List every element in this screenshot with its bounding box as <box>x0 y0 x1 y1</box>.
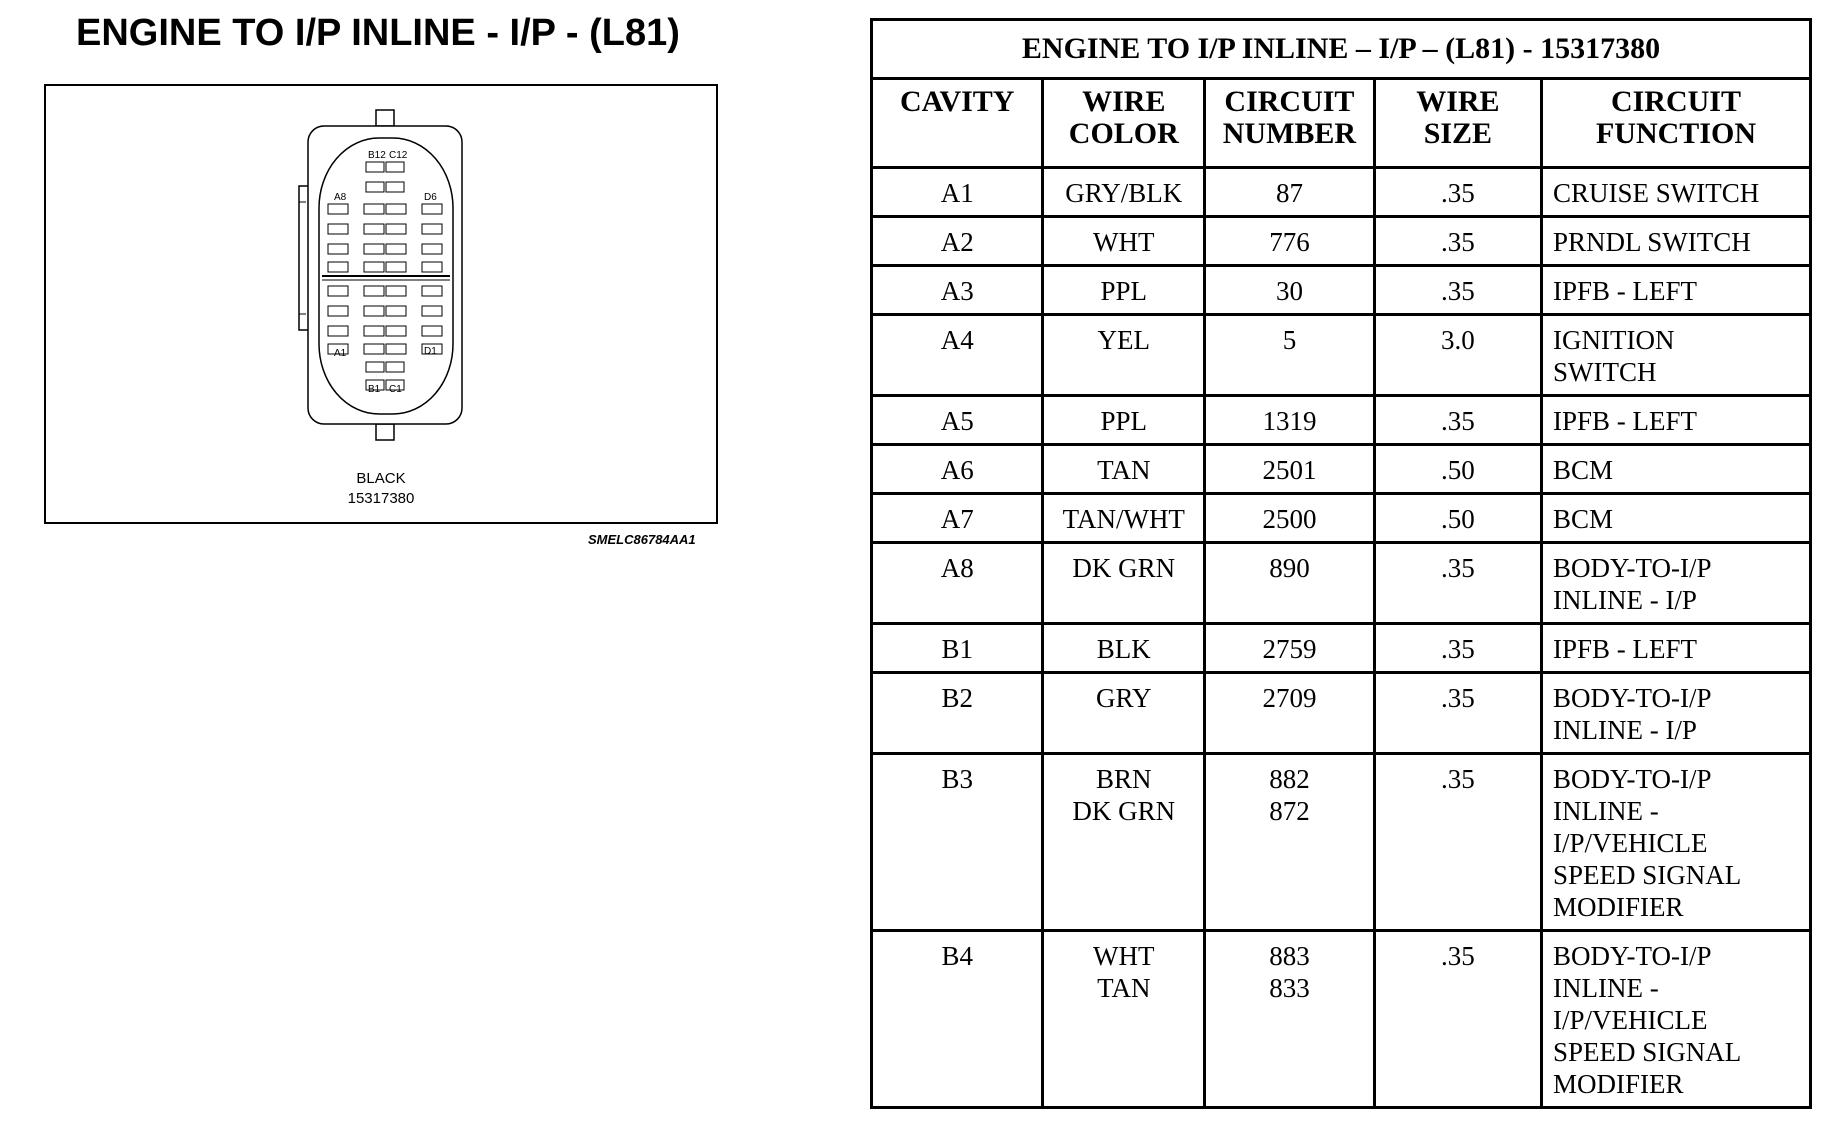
diagram-title: ENGINE TO I/P INLINE - I/P - (L81) <box>76 12 680 54</box>
circuit-number-cell-line: 890 <box>1269 553 1310 583</box>
pin-label-c12: C12 <box>389 150 408 161</box>
cavity-cell: A4 <box>872 315 1043 396</box>
wire-color-cell-line: TAN <box>1097 973 1151 1003</box>
wire-color-cell-line: WHT <box>1093 941 1155 971</box>
connector-cavity <box>366 362 384 372</box>
wire-color-cell <box>1043 315 1205 396</box>
connector-cavity <box>422 262 442 272</box>
circuit-function-cell <box>1541 315 1810 396</box>
wire-color-cell <box>1043 931 1205 1108</box>
circuit-function-cell <box>1541 445 1810 494</box>
table-row <box>872 931 1811 1108</box>
wire-color-cell-line: TAN <box>1097 455 1151 485</box>
wire-size-cell: .35 <box>1374 673 1541 754</box>
wire-color-cell-line: PPL <box>1100 406 1148 436</box>
wire-color-cell <box>1043 266 1205 315</box>
circuit-function-cell-line: BODY-TO-I/P <box>1552 941 1712 971</box>
circuit-function-cell <box>1541 543 1810 624</box>
cavity-cell: B2 <box>872 673 1043 754</box>
wire-color-cell-line: WHT <box>1093 227 1155 257</box>
pin-label-d6: D6 <box>424 192 437 203</box>
cavity-cell: B4 <box>872 931 1043 1108</box>
pin-label-b1: B1 <box>368 384 381 395</box>
wire-size-cell: .35 <box>1374 396 1541 445</box>
circuit-function-cell <box>1541 673 1810 754</box>
cavity-cell: A5 <box>872 396 1043 445</box>
wire-size-cell: .35 <box>1374 266 1541 315</box>
circuit-function-cell-line: SPEED SIGNAL <box>1552 860 1742 890</box>
circuit-number-cell <box>1205 673 1375 754</box>
header-line: FUNCTION <box>1595 117 1756 150</box>
wire-color-cell <box>1043 445 1205 494</box>
table-row <box>872 445 1811 494</box>
wire-size-cell: .35 <box>1374 624 1541 673</box>
connector-cavity <box>422 326 442 336</box>
cavity-cell: B1 <box>872 624 1043 673</box>
circuit-number-cell <box>1205 543 1375 624</box>
circuit-function-cell <box>1541 168 1810 217</box>
circuit-number-cell <box>1205 754 1375 931</box>
wire-color-cell <box>1043 494 1205 543</box>
circuit-function-cell-line: BCM <box>1552 504 1614 534</box>
circuit-number-cell-line: 776 <box>1269 227 1310 257</box>
header-line: WIRE <box>1082 85 1166 118</box>
connector-cavity <box>364 244 384 254</box>
connector-cavity <box>386 244 406 254</box>
circuit-function-cell-line: INLINE - <box>1552 973 1659 1003</box>
header-line: CIRCUIT <box>1224 85 1355 118</box>
circuit-function-cell-line: IPFB - LEFT <box>1552 634 1698 664</box>
connector-color: BLACK <box>356 470 406 487</box>
pin-label-b12: B12 <box>368 150 386 161</box>
connector-cavity <box>386 162 404 172</box>
figure-reference: SMELC86784AA1 <box>588 532 696 547</box>
header-wire-color <box>1043 79 1205 168</box>
circuit-number-cell <box>1205 931 1375 1108</box>
circuit-number-cell-line: 87 <box>1275 178 1303 208</box>
header-line: WIRE <box>1416 85 1500 118</box>
circuit-function-cell-line: IPFB - LEFT <box>1552 276 1698 306</box>
table-row <box>872 494 1811 543</box>
connector-cavity <box>328 262 348 272</box>
table-row <box>872 315 1811 396</box>
wire-color-cell <box>1043 168 1205 217</box>
connector-cavity <box>328 244 348 254</box>
header-line: CIRCUIT <box>1610 85 1741 118</box>
table-body <box>872 168 1811 1108</box>
connector-cavity <box>366 162 384 172</box>
circuit-number-cell-line: 2759 <box>1262 634 1317 664</box>
circuit-number-cell-line: 872 <box>1269 796 1310 826</box>
table-row <box>872 266 1811 315</box>
wire-size-cell: .50 <box>1374 494 1541 543</box>
cavity-cell: A2 <box>872 217 1043 266</box>
connector-cavity <box>386 306 406 316</box>
connector-part-number: 15317380 <box>347 490 415 507</box>
wire-color-cell <box>1043 673 1205 754</box>
circuit-function-cell <box>1541 494 1810 543</box>
circuit-function-cell-line: SPEED SIGNAL <box>1552 1037 1742 1067</box>
connector-cavity <box>422 224 442 234</box>
circuit-function-cell <box>1541 624 1810 673</box>
header-cavity <box>872 79 1043 168</box>
header-circuit-function <box>1541 79 1810 168</box>
circuit-function-cell-line: MODIFIER <box>1552 1069 1684 1099</box>
cavity-cell: A6 <box>872 445 1043 494</box>
cavity-cell: A7 <box>872 494 1043 543</box>
header-line: COLOR <box>1068 117 1179 150</box>
wire-color-cell-line: GRY/BLK <box>1065 178 1183 208</box>
circuit-function-cell-line: INLINE - I/P <box>1552 585 1697 615</box>
circuit-number-cell <box>1205 624 1375 673</box>
circuit-number-cell-line: 2501 <box>1262 455 1317 485</box>
circuit-number-cell <box>1205 217 1375 266</box>
table-header-row <box>872 79 1811 168</box>
table-row <box>872 624 1811 673</box>
header-wire-size <box>1374 79 1541 168</box>
circuit-function-cell-line: IGNITION <box>1552 325 1675 355</box>
circuit-number-cell-line: 2709 <box>1262 683 1317 713</box>
wire-size-cell: .35 <box>1374 931 1541 1108</box>
circuit-function-cell-line: BODY-TO-I/P <box>1552 553 1712 583</box>
connector-cavity <box>422 286 442 296</box>
connector-cavity <box>328 224 348 234</box>
table-row <box>872 543 1811 624</box>
circuit-function-cell-line: I/P/VEHICLE <box>1552 1005 1708 1035</box>
wire-color-cell <box>1043 543 1205 624</box>
cavity-cell: A8 <box>872 543 1043 624</box>
wire-size-cell: 3.0 <box>1374 315 1541 396</box>
circuit-function-cell <box>1541 754 1810 931</box>
table-title: ENGINE TO I/P INLINE – I/P – (L81) - 15317380 <box>872 20 1811 79</box>
connector-cavity <box>386 326 406 336</box>
pin-label-a1: A1 <box>334 348 347 359</box>
header-line: NUMBER <box>1222 117 1357 150</box>
table-row <box>872 754 1811 931</box>
connector-cavity <box>366 182 384 192</box>
circuit-function-cell-line: BCM <box>1552 455 1614 485</box>
wire-size-cell: .35 <box>1374 217 1541 266</box>
table-row <box>872 673 1811 754</box>
header-circuit-number <box>1205 79 1375 168</box>
circuit-function-cell <box>1541 217 1810 266</box>
connector-cavity <box>328 306 348 316</box>
connector-cavity <box>364 344 384 354</box>
circuit-number-cell-line: 1319 <box>1262 406 1317 436</box>
circuit-function-cell-line: IPFB - LEFT <box>1552 406 1698 436</box>
wire-size-cell: .50 <box>1374 445 1541 494</box>
circuit-number-cell-line: 882 <box>1269 764 1310 794</box>
circuit-function-cell-line: MODIFIER <box>1552 892 1684 922</box>
wire-color-cell <box>1043 217 1205 266</box>
wire-color-cell-line: BLK <box>1096 634 1151 664</box>
connector-cavity <box>422 244 442 254</box>
connector-cavity <box>386 344 406 354</box>
wire-color-cell-line: GRY <box>1096 683 1152 713</box>
wire-color-cell-line: DK GRN <box>1072 553 1176 583</box>
circuit-function-cell <box>1541 396 1810 445</box>
connector-cavity <box>364 326 384 336</box>
circuit-function-cell-line: CRUISE SWITCH <box>1552 178 1760 208</box>
connector-cavity <box>386 286 406 296</box>
table-row <box>872 217 1811 266</box>
connector-cavity <box>364 286 384 296</box>
cavity-cell: A1 <box>872 168 1043 217</box>
circuit-function-cell <box>1541 266 1810 315</box>
circuit-number-cell-line: 2500 <box>1262 504 1317 534</box>
header-line: SIZE <box>1423 117 1493 150</box>
wire-size-cell: .35 <box>1374 168 1541 217</box>
wire-color-cell <box>1043 754 1205 931</box>
connector-cavity <box>364 224 384 234</box>
circuit-function-cell-line: INLINE - <box>1552 796 1659 826</box>
wire-size-cell: .35 <box>1374 754 1541 931</box>
circuit-number-cell-line: 833 <box>1269 973 1310 1003</box>
pin-label-c1: C1 <box>389 384 402 395</box>
connector-cavity <box>386 182 404 192</box>
wire-color-cell-line: PPL <box>1100 276 1148 306</box>
circuit-function-cell-line: I/P/VEHICLE <box>1552 828 1708 858</box>
connector-cavity <box>386 224 406 234</box>
circuit-number-cell <box>1205 494 1375 543</box>
connector-cavity <box>364 204 384 214</box>
connector-cavity <box>386 362 404 372</box>
pin-label-d1: D1 <box>424 346 437 357</box>
cavity-cell: B3 <box>872 754 1043 931</box>
connector-cavity <box>422 306 442 316</box>
circuit-number-cell <box>1205 315 1375 396</box>
table-row <box>872 396 1811 445</box>
wire-color-cell <box>1043 624 1205 673</box>
wire-color-cell-line: BRN <box>1096 764 1152 794</box>
table-row <box>872 168 1811 217</box>
circuit-function-cell-line: BODY-TO-I/P <box>1552 764 1712 794</box>
circuit-function-cell-line: SWITCH <box>1552 357 1657 387</box>
circuit-function-cell-line: BODY-TO-I/P <box>1552 683 1712 713</box>
wire-color-cell-line: DK GRN <box>1072 796 1176 826</box>
connector-cavity <box>364 262 384 272</box>
connector-cavity <box>364 306 384 316</box>
circuit-number-cell-line: 5 <box>1282 325 1297 355</box>
wire-color-cell-line: TAN/WHT <box>1062 504 1185 534</box>
circuit-function-cell-line: INLINE - I/P <box>1552 715 1697 745</box>
circuit-number-cell-line: 30 <box>1275 276 1303 306</box>
circuit-number-cell <box>1205 266 1375 315</box>
circuit-function-cell <box>1541 931 1810 1108</box>
connector-diagram <box>44 84 718 524</box>
header-line: CAVITY <box>899 85 1015 118</box>
connector-cavity <box>422 204 442 214</box>
circuit-number-cell <box>1205 168 1375 217</box>
connector-drawing <box>46 86 716 522</box>
connector-cavity <box>328 286 348 296</box>
connector-cavity <box>386 262 406 272</box>
wire-size-cell: .35 <box>1374 543 1541 624</box>
wire-color-cell <box>1043 396 1205 445</box>
connector-cavity <box>328 204 348 214</box>
wire-color-cell-line: YEL <box>1097 325 1151 355</box>
circuit-number-cell-line: 883 <box>1269 941 1310 971</box>
circuit-function-cell-line: PRNDL SWITCH <box>1552 227 1751 257</box>
circuit-number-cell <box>1205 396 1375 445</box>
pinout-table <box>870 18 1812 1109</box>
connector-cavity <box>328 326 348 336</box>
circuit-number-cell <box>1205 445 1375 494</box>
connector-cavity <box>386 204 406 214</box>
cavity-cell: A3 <box>872 266 1043 315</box>
pin-label-a8: A8 <box>334 192 347 203</box>
